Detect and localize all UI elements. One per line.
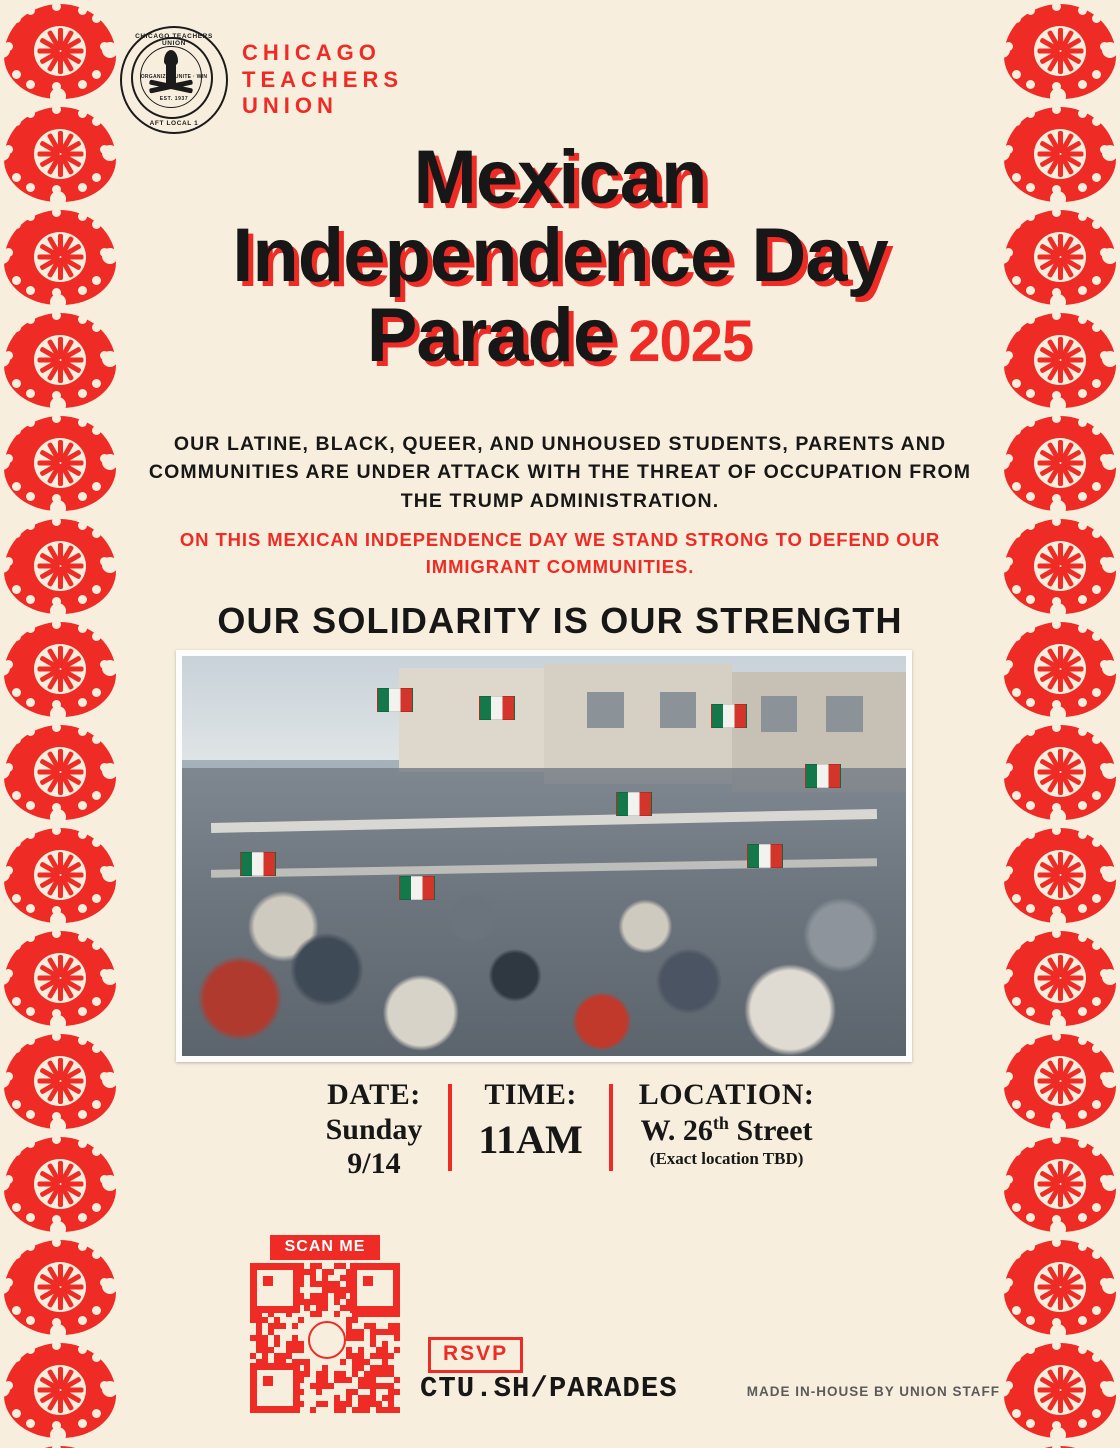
detail-date-value-2: 9/14 xyxy=(347,1147,401,1181)
scan-me-badge: SCAN ME xyxy=(270,1235,380,1260)
papel-picado-border-right xyxy=(1000,0,1120,1448)
papel-picado-motif xyxy=(1000,0,1120,103)
papel-picado-motif xyxy=(0,721,120,824)
detail-date-label: DATE: xyxy=(327,1078,421,1111)
papel-picado-motif xyxy=(1000,1133,1120,1236)
detail-date xyxy=(300,1078,449,1181)
event-details xyxy=(230,1078,910,1181)
papel-picado-motif xyxy=(1000,824,1120,927)
papel-picado-motif xyxy=(0,1339,120,1442)
wordmark-line-2: TEACHERS xyxy=(242,66,404,92)
ctu-wordmark xyxy=(242,40,403,120)
wordmark-line-1: CHICAGO xyxy=(242,39,381,65)
papel-picado-motif xyxy=(1000,1030,1120,1133)
papel-picado-motif xyxy=(1000,1339,1120,1442)
papel-picado-motif xyxy=(0,515,120,618)
qr-block[interactable] xyxy=(250,1235,400,1413)
papel-picado-motif xyxy=(0,1133,120,1236)
title-line-2: Independence Day xyxy=(232,213,888,299)
papel-picado-border-left xyxy=(0,0,120,1448)
poster-title xyxy=(120,135,1000,379)
seal-text-bottom: AFT LOCAL 1 xyxy=(149,120,199,127)
detail-time-value: 11AM xyxy=(478,1117,583,1162)
papel-picado-motif xyxy=(0,206,120,309)
papel-picado-motif xyxy=(1000,206,1120,309)
papel-picado-motif xyxy=(1000,103,1120,206)
detail-time xyxy=(452,1078,608,1181)
ctu-logo xyxy=(120,26,403,134)
papel-picado-motif xyxy=(1000,1442,1120,1448)
title-line-3: Parade xyxy=(366,293,615,379)
poster-content xyxy=(120,0,1000,1448)
title-line-1: Mexican xyxy=(413,135,707,220)
rsvp-url[interactable]: CTU.SH/PARADES xyxy=(420,1372,678,1405)
title-year: 2025 xyxy=(628,309,754,375)
wordmark-line-3: UNION xyxy=(242,93,338,119)
detail-location-label: LOCATION: xyxy=(638,1078,815,1111)
seal-text-year: EST. 1937 xyxy=(159,96,189,102)
papel-picado-motif xyxy=(1000,515,1120,618)
detail-location-note: (Exact location TBD) xyxy=(649,1149,804,1169)
qr-code-icon[interactable] xyxy=(250,1263,400,1413)
papel-picado-motif xyxy=(0,927,120,1030)
papel-picado-motif xyxy=(0,1030,120,1133)
papel-picado-motif xyxy=(0,309,120,412)
detail-date-value-1: Sunday xyxy=(325,1113,423,1146)
qr-center-logo xyxy=(308,1321,346,1359)
parade-photo xyxy=(176,650,912,1062)
seal-text-mid: ORGANIZE · UNITE · WIN xyxy=(140,74,208,80)
papel-picado-motif xyxy=(1000,1236,1120,1339)
papel-picado-motif xyxy=(0,618,120,721)
papel-picado-motif xyxy=(1000,927,1120,1030)
ctu-seal-icon xyxy=(120,26,228,134)
papel-picado-motif xyxy=(0,824,120,927)
poster-body-copy xyxy=(140,430,980,580)
papel-picado-motif xyxy=(0,412,120,515)
papel-picado-motif xyxy=(0,103,120,206)
body-paragraph: OUR LATINE, BLACK, QUEER, AND UNHOUSED STUDENTS, PARENTS AND COMMUNITIES ARE UNDER ATTACK WITH THE THREAT OF OCCUPATION FROM THE TRUMP ADMINISTRATION. xyxy=(148,433,972,512)
body-highlight: ON THIS MEXICAN INDEPENDENCE DAY WE STAND STRONG TO DEFEND OUR IMMIGRANT COMMUNITIES. xyxy=(179,528,941,577)
papel-picado-motif xyxy=(1000,618,1120,721)
papel-picado-motif xyxy=(0,1442,120,1448)
poster-tagline: OUR SOLIDARITY IS OUR STRENGTH xyxy=(217,600,903,641)
papel-picado-motif xyxy=(1000,412,1120,515)
credit-line: MADE IN-HOUSE BY UNION STAFF xyxy=(746,1384,1000,1399)
detail-time-label: TIME: xyxy=(484,1078,577,1111)
detail-location-value: W. 26th Street xyxy=(640,1113,813,1147)
papel-picado-motif xyxy=(1000,721,1120,824)
papel-picado-motif xyxy=(1000,309,1120,412)
papel-picado-motif xyxy=(0,0,120,103)
rsvp-badge: RSVP xyxy=(428,1337,523,1373)
papel-picado-motif xyxy=(0,1236,120,1339)
seal-text-top: CHICAGO TEACHERS UNION xyxy=(135,33,213,47)
detail-location xyxy=(613,1078,841,1181)
